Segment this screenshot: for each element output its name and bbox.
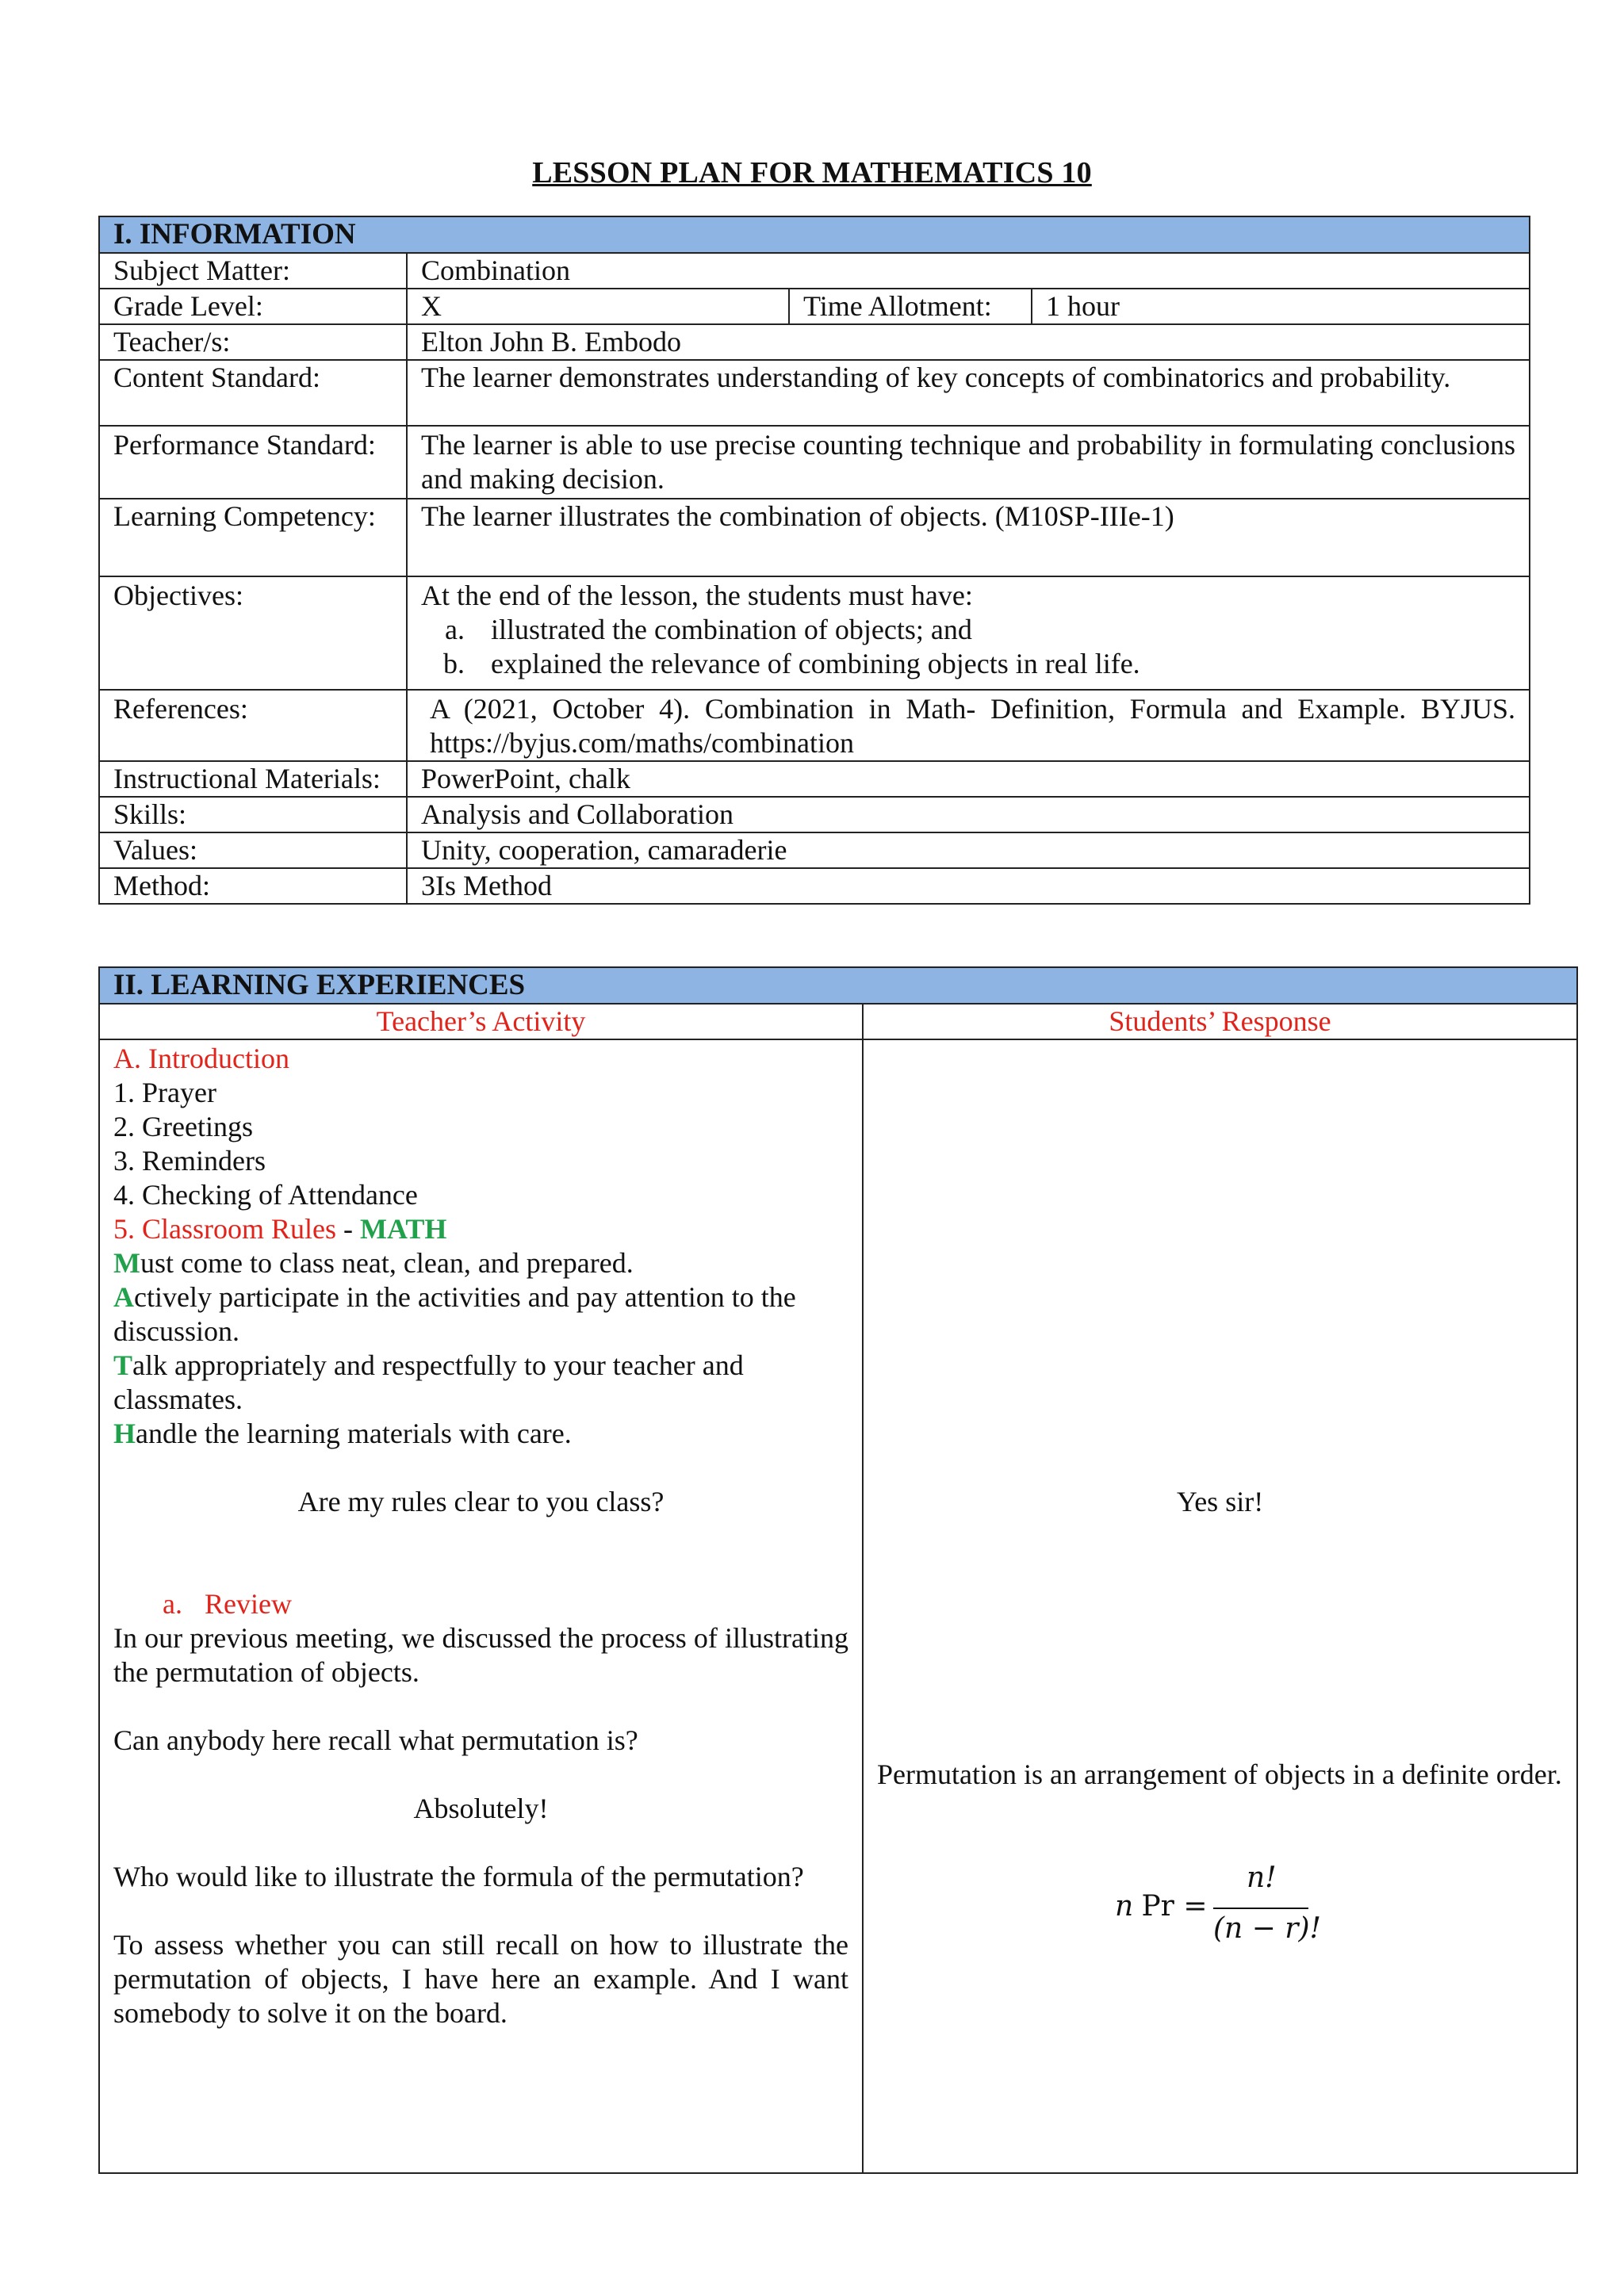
rules-heading-text: 5. Classroom Rules	[113, 1213, 337, 1245]
students-response-cell	[863, 1039, 1577, 2173]
formula-lhs-pr: Pr =	[1132, 1890, 1208, 1923]
rule-item	[113, 1349, 848, 1417]
skills-label: Skills:	[99, 797, 407, 832]
rule-item	[113, 1280, 848, 1349]
assess-text: To assess whether you can still recall on how to illustrate the permutation of objects, I have here an example. And I want somebody to solve it on the board.	[113, 1929, 848, 2029]
fraction-bar	[1213, 1908, 1308, 1909]
formula-numerator: n!	[1247, 1862, 1277, 1894]
recall-question: Can anybody here recall what permutation is?	[113, 1724, 638, 1756]
subject-matter-label: Subject Matter:	[99, 253, 407, 289]
formula-question: Who would like to illustrate the formula of the permutation?	[113, 1861, 804, 1892]
permutation-formula	[1115, 1862, 1329, 1957]
response-yes-sir: Yes sir!	[1176, 1486, 1264, 1517]
method-label: Method:	[99, 868, 407, 904]
rule-item	[113, 1417, 848, 1451]
learning-experiences-header: II. LEARNING EXPERIENCES	[99, 967, 1577, 1004]
grade-level-label: Grade Level:	[99, 289, 407, 324]
information-header: I. INFORMATION	[99, 216, 1530, 253]
rule-item	[113, 1246, 848, 1280]
step-item: 2. Greetings	[113, 1111, 253, 1142]
teacher-activity-header: Teacher’s Activity	[99, 1004, 863, 1039]
objectives-value	[407, 576, 1530, 690]
information-table	[98, 216, 1530, 905]
formula-lhs-n: n	[1115, 1890, 1134, 1923]
content-standard-label: Content Standard:	[99, 360, 407, 426]
rule-text: alk appropriately and respectfully to your teacher and classmates.	[113, 1349, 744, 1415]
rule-letter: M	[113, 1247, 140, 1279]
references-value: A (2021, October 4). Combination in Math- Definition, Formula and Example. BYJUS. https://byjus.com/maths/combination	[407, 690, 1530, 761]
rule-text: andle the learning materials with care.	[136, 1418, 572, 1449]
rule-letter: A	[113, 1281, 134, 1313]
rule-letter: H	[113, 1418, 136, 1449]
classroom-rules-heading	[113, 1212, 848, 1246]
values-value: Unity, cooperation, camaraderie	[407, 832, 1530, 868]
introduction-heading: A. Introduction	[113, 1043, 289, 1074]
response-permutation: Permutation is an arrangement of objects in a definite order.	[877, 1758, 1562, 1790]
grade-level-value: X	[407, 289, 789, 324]
rules-acronym: MATH	[360, 1213, 447, 1245]
students-response-header: Students’ Response	[863, 1004, 1577, 1039]
time-allotment-label: Time Allotment:	[789, 289, 1032, 324]
time-allotment-value: 1 hour	[1032, 289, 1530, 324]
objective-item: b. explained the relevance of combining objects in real life.	[472, 647, 1515, 681]
performance-standard-label: Performance Standard:	[99, 426, 407, 499]
absolutely-text: Absolutely!	[413, 1793, 549, 1824]
objectives-intro: At the end of the lesson, the students must have:	[421, 580, 973, 611]
learning-experiences-table	[98, 966, 1578, 2174]
rule-text: ust come to class neat, clean, and prepared.	[140, 1247, 634, 1279]
review-heading-text: Review	[204, 1588, 292, 1620]
teacher-label: Teacher/s:	[99, 324, 407, 360]
step-item: 4. Checking of Attendance	[113, 1179, 418, 1211]
instructional-materials-label: Instructional Materials:	[99, 761, 407, 797]
instructional-materials-value: PowerPoint, chalk	[407, 761, 1530, 797]
objectives-list	[421, 613, 1515, 681]
teacher-activity-cell	[99, 1039, 863, 2173]
step-item: 1. Prayer	[113, 1077, 216, 1108]
step-item: 3. Reminders	[113, 1145, 266, 1177]
review-letter: a.	[163, 1588, 182, 1620]
teacher-value: Elton John B. Embodo	[407, 324, 1530, 360]
review-text: In our previous meeting, we discussed the process of illustrating the permutation of objects.	[113, 1622, 848, 1688]
content-standard-value: The learner demonstrates understanding of key concepts of combinatorics and probability.	[407, 360, 1530, 426]
performance-standard-value: The learner is able to use precise counting technique and probability in formulating conclusions and making decision.	[407, 426, 1530, 499]
skills-value: Analysis and Collaboration	[407, 797, 1530, 832]
rules-separator: -	[336, 1213, 361, 1245]
page-title: LESSON PLAN FOR MATHEMATICS 10	[532, 156, 1092, 189]
objectives-label: Objectives:	[99, 576, 407, 690]
learning-competency-label: Learning Competency:	[99, 499, 407, 576]
subject-matter-value: Combination	[407, 253, 1530, 289]
rule-letter: T	[113, 1349, 133, 1381]
rules-question: Are my rules clear to you class?	[297, 1486, 665, 1517]
review-heading	[113, 1587, 848, 1621]
learning-competency-value: The learner illustrates the combination of objects. (M10SP-IIIe-1)	[407, 499, 1530, 576]
method-value: 3Is Method	[407, 868, 1530, 904]
rule-text: ctively participate in the activities and pay attention to the discussion.	[113, 1281, 796, 1347]
values-label: Values:	[99, 832, 407, 868]
references-label: References:	[99, 690, 407, 761]
objective-item: a. illustrated the combination of objects; and	[472, 613, 1515, 647]
formula-denominator: (n − r)!	[1213, 1912, 1322, 1945]
